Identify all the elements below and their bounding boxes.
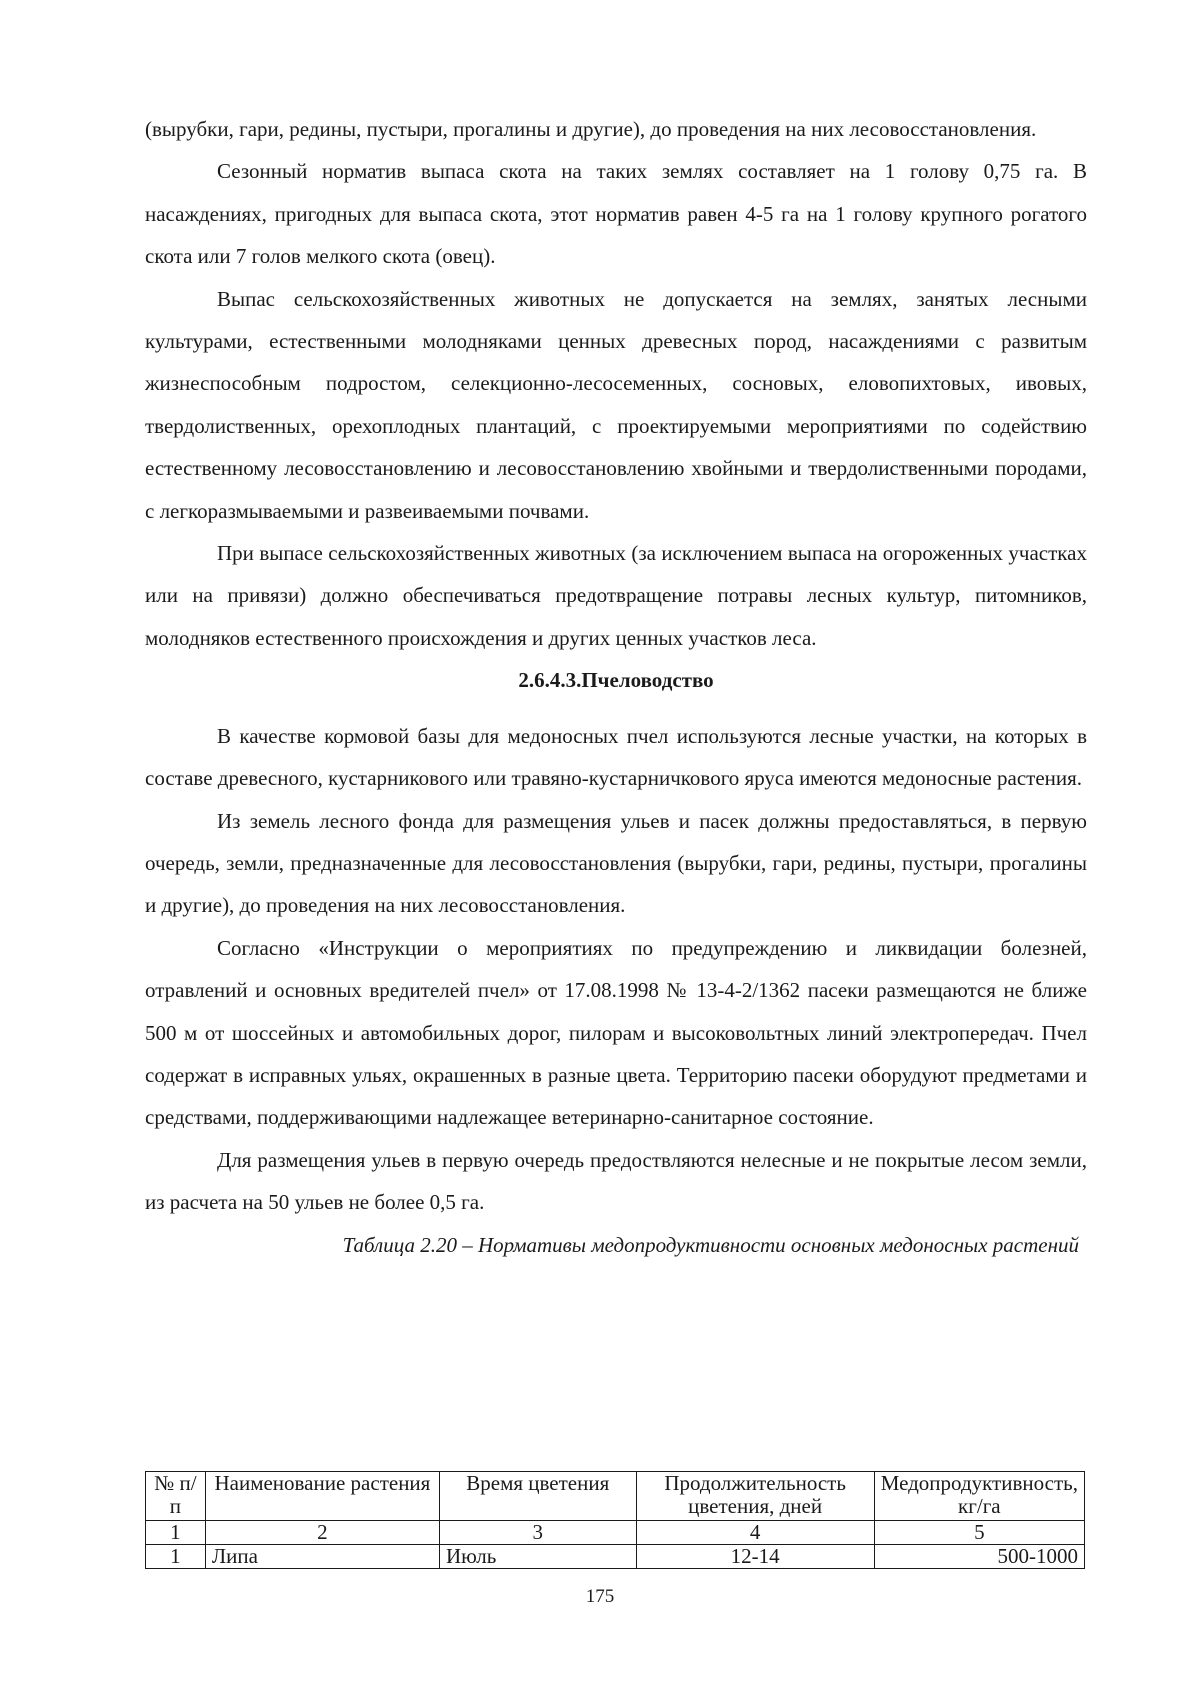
header-cell-flowering-duration: Продолжительность цветения, дней — [636, 1472, 874, 1521]
paragraph: Согласно «Инструкции о мероприятиях по предупреждению и ликвидации болезней, отравлений и основных вредителей пчел» от 17.08.1998 № 13-4-2/1362 пасеки размещаются не ближе 500 м от шоссейных и автомобильных дорог, пилорам и высоковольтных линий электропередач. Пчел содержат в исправных ульях, окрашенных в разные цвета. Территорию пасеки оборудуют предметами и средствами, поддерживающими надлежащее ветеринарно-санитарное состояние. — [145, 935, 1087, 1130]
cell-number: 1 — [146, 1545, 206, 1569]
paragraph: (вырубки, гари, редины, пустыри, прогалины и другие), до проведения на них лесовосстановления. — [145, 117, 1037, 141]
cell-flowering-duration: 12-14 — [636, 1545, 874, 1569]
paragraph: При выпасе сельскохозяйственных животных (за исключением выпаса на огороженных участках или на привязи) должно обеспечиваться предотвращение потравы лесных культур, питомников, молодняков естественного происхождения и других ценных участков леса. — [145, 541, 1087, 650]
honey-productivity-table — [145, 1471, 1085, 1569]
column-number: 5 — [874, 1521, 1084, 1545]
table-row — [146, 1545, 1085, 1569]
cell-honey-productivity: 500-1000 — [874, 1545, 1084, 1569]
section-heading: 2.6.4.3.Пчеловодство — [518, 668, 714, 693]
column-number: 4 — [636, 1521, 874, 1545]
column-number: 1 — [146, 1521, 206, 1545]
column-number: 2 — [205, 1521, 439, 1545]
paragraph: Выпас сельскохозяйственных животных не допускается на землях, занятых лесными культурами, естественными молодняками ценных древесных пород, насаждениями с развитым жизнеспособным подростом, селекционно-лесосеменных, сосновых, еловопихтовых, ивовых, твердолиственных, орехоплодных плантаций, с проектируемыми мероприятиями по содействию естественному лесовосстановлению и лесовосстановлению хвойными и твердолиственными породами, с легкоразмываемыми и развеиваемыми почвами. — [145, 286, 1087, 523]
cell-flowering-time: Июль — [439, 1545, 636, 1569]
column-number-row — [146, 1521, 1085, 1545]
header-cell-number: № п/п — [146, 1472, 206, 1521]
header-cell-plant-name: Наименование растения — [205, 1472, 439, 1521]
paragraph: Для размещения ульев в первую очередь предоствляются нелесные и не покрытые лесом земли, из расчета на 50 ульев не более 0,5 га. — [145, 1147, 1087, 1215]
cell-plant-name: Липа — [205, 1545, 439, 1569]
paragraph: Сезонный норматив выпаса скота на таких землях составляет на 1 голову 0,75 га. В насаждениях, пригодных для выпаса скота, этот норматив равен 4-5 га на 1 голову крупного рогатого скота или 7 голов мелкого скота (овец). — [145, 159, 1087, 269]
header-cell-honey-productivity: Медопродуктивность, кг/га — [874, 1472, 1084, 1521]
page-number: 175 — [585, 1586, 615, 1607]
header-cell-flowering-time: Время цветения — [439, 1472, 636, 1521]
column-number: 3 — [439, 1521, 636, 1545]
paragraph: Из земель лесного фонда для размещения ульев и пасек должны предоставляться, в первую очередь, земли, предназначенные для лесовосстановления (вырубки, гари, редины, пустыри, прогалины и другие), до проведения на них лесовосстановления. — [145, 808, 1087, 918]
table-header-row — [146, 1472, 1085, 1521]
table-caption: Таблица 2.20 – Нормативы медопродуктивности основных медоносных растений — [342, 1232, 1079, 1257]
paragraph: В качестве кормовой базы для медоносных пчел используются лесные участки, на которых в составе древесного, кустарникового или травяно-кустарничкового яруса имеются медоносные растения. — [145, 723, 1087, 791]
body-text — [145, 108, 1087, 1266]
